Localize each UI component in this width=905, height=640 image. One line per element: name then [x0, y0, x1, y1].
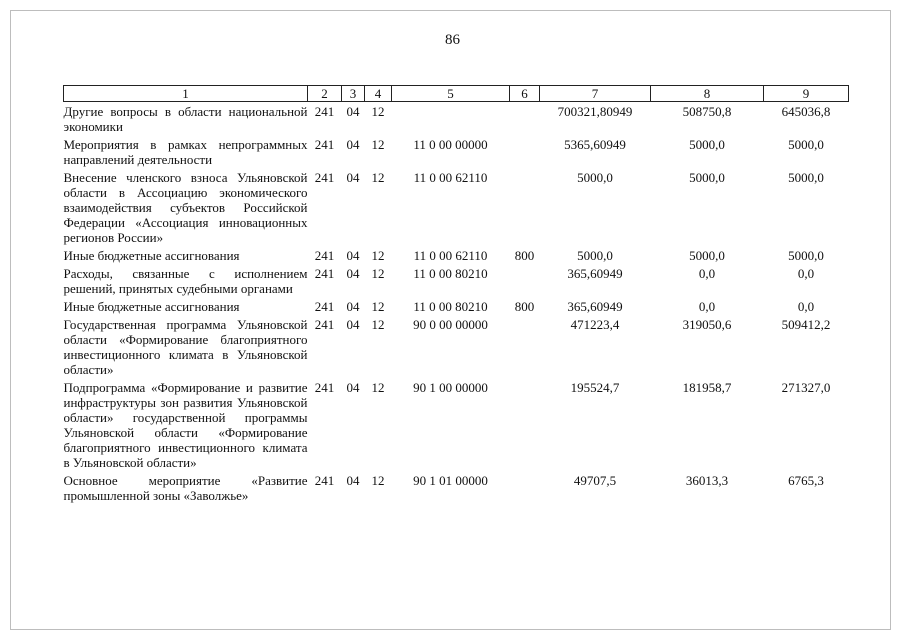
- column-header: 5: [392, 86, 510, 102]
- row-cell-c8: 36013,3: [685, 473, 729, 488]
- row-cell-c3: 04: [346, 137, 360, 152]
- table-row: [64, 378, 849, 471]
- table-body: [64, 102, 849, 505]
- row-cell-c8: 181958,7: [682, 380, 732, 395]
- row-cell-c2: 241: [314, 248, 335, 263]
- row-cell-c7: 5365,60949: [564, 137, 626, 152]
- column-header: 8: [651, 86, 764, 102]
- row-cell-c9: 5000,0: [788, 248, 824, 263]
- row-name-cell: Подпрограмма «Формирование и развитие инфраструктуры зон развития Ульяновской области» государственной программы Ульяновской области «Формирование благоприятного инвестиционного климата в Ульяновской области»: [63, 380, 308, 470]
- row-cell-c4: 12: [371, 266, 385, 281]
- row-name-cell: Мероприятия в рамках непрограммных направлений деятельности: [63, 137, 308, 167]
- row-cell-c3: 04: [346, 473, 360, 488]
- row-cell-c2: 241: [314, 380, 335, 395]
- row-cell-c2: 241: [314, 317, 335, 332]
- row-cell-c4: 12: [371, 104, 385, 119]
- row-cell-c5: 90 1 01 00000: [413, 473, 488, 488]
- row-cell-c9: 5000,0: [788, 170, 824, 185]
- row-cell-c9: 271327,0: [781, 380, 831, 395]
- row-name-cell: Внесение членского взноса Ульяновской области в Ассоциацию экономического взаимодействия субъектов Российской Федерации «Ассоциация инновационных регионов России»: [63, 170, 308, 245]
- row-cell-c5: 90 0 00 00000: [413, 317, 488, 332]
- row-cell-c6: 800: [514, 248, 535, 263]
- row-cell-c9: 645036,8: [781, 104, 831, 119]
- row-cell-c2: 241: [314, 473, 335, 488]
- row-cell-c6: [510, 315, 540, 378]
- row-cell-c8: 0,0: [698, 266, 716, 281]
- column-header: 6: [510, 86, 540, 102]
- row-name-cell: Иные бюджетные ассигнования: [63, 299, 240, 314]
- row-cell-c2: 241: [314, 170, 335, 185]
- row-cell-c7: 5000,0: [577, 248, 613, 263]
- row-cell-c5: 11 0 00 62110: [413, 170, 488, 185]
- row-cell-c4: 12: [371, 380, 385, 395]
- row-cell-c9: 0,0: [797, 299, 815, 314]
- row-cell-c9: 6765,3: [788, 473, 824, 488]
- row-cell-c9: 509412,2: [781, 317, 831, 332]
- row-cell-c6: [510, 471, 540, 504]
- row-cell-c3: 04: [346, 170, 360, 185]
- row-cell-c8: 5000,0: [689, 137, 725, 152]
- row-cell-c5: 11 0 00 80210: [413, 299, 488, 314]
- table-row: [64, 315, 849, 378]
- row-cell-c6: [510, 102, 540, 136]
- table-header-row: [64, 86, 849, 102]
- row-cell-c5: 11 0 00 80210: [413, 266, 488, 281]
- column-header: 7: [540, 86, 651, 102]
- row-cell-c6: 800: [514, 299, 535, 314]
- row-cell-c8: 5000,0: [689, 170, 725, 185]
- row-cell-c7: 365,60949: [567, 299, 623, 314]
- row-cell-c2: 241: [314, 104, 335, 119]
- row-name-cell: Расходы, связанные с исполнением решений, принятых судебными органами: [63, 266, 308, 296]
- page-number: 86: [445, 32, 460, 48]
- row-cell-c7: 5000,0: [577, 170, 613, 185]
- row-cell-c6: [510, 378, 540, 471]
- row-cell-c4: 12: [371, 248, 385, 263]
- row-cell-c5: 11 0 00 62110: [413, 248, 488, 263]
- column-header: 4: [365, 86, 392, 102]
- row-cell-c2: 241: [314, 137, 335, 152]
- row-cell-c3: 04: [346, 248, 360, 263]
- column-header: 1: [64, 86, 308, 102]
- row-cell-c8: 319050,6: [682, 317, 732, 332]
- column-header: 2: [308, 86, 342, 102]
- row-cell-c5: [392, 102, 510, 136]
- row-cell-c3: 04: [346, 380, 360, 395]
- row-name-cell: Основное мероприятие «Развитие промышленной зоны «Заволжье»: [63, 473, 308, 503]
- row-cell-c4: 12: [371, 473, 385, 488]
- row-cell-c6: [510, 264, 540, 297]
- row-cell-c3: 04: [346, 299, 360, 314]
- column-header: 3: [342, 86, 365, 102]
- table-row: [64, 297, 849, 315]
- table-row: [64, 471, 849, 504]
- row-cell-c8: 5000,0: [689, 248, 725, 263]
- row-cell-c6: [510, 168, 540, 246]
- column-header: 9: [764, 86, 849, 102]
- row-cell-c3: 04: [346, 317, 360, 332]
- row-cell-c5: 11 0 00 00000: [413, 137, 488, 152]
- row-cell-c2: 241: [314, 299, 335, 314]
- table-row: [64, 246, 849, 264]
- table-row: [64, 168, 849, 246]
- row-cell-c3: 04: [346, 266, 360, 281]
- row-name-cell: Государственная программа Ульяновской области «Формирование благоприятного инвестиционного климата в Ульяновской области»: [63, 317, 308, 377]
- table-row: [64, 264, 849, 297]
- row-cell-c7: 195524,7: [570, 380, 620, 395]
- row-name-cell: Другие вопросы в области национальной экономики: [63, 104, 308, 134]
- row-cell-c9: 5000,0: [788, 137, 824, 152]
- row-cell-c4: 12: [371, 170, 385, 185]
- row-cell-c8: 508750,8: [682, 104, 732, 119]
- table-row: [64, 102, 849, 136]
- row-cell-c4: 12: [371, 317, 385, 332]
- row-cell-c7: 700321,80949: [557, 104, 633, 119]
- row-cell-c4: 12: [371, 299, 385, 314]
- row-cell-c7: 49707,5: [573, 473, 617, 488]
- row-cell-c5: 90 1 00 00000: [413, 380, 488, 395]
- row-cell-c2: 241: [314, 266, 335, 281]
- row-name-cell: Иные бюджетные ассигнования: [63, 248, 240, 263]
- row-cell-c9: 0,0: [797, 266, 815, 281]
- table-row: [64, 135, 849, 168]
- row-cell-c3: 04: [346, 104, 360, 119]
- row-cell-c6: [510, 135, 540, 168]
- row-cell-c4: 12: [371, 137, 385, 152]
- row-cell-c7: 471223,4: [570, 317, 620, 332]
- budget-table: [63, 85, 849, 504]
- row-cell-c7: 365,60949: [567, 266, 623, 281]
- row-cell-c8: 0,0: [698, 299, 716, 314]
